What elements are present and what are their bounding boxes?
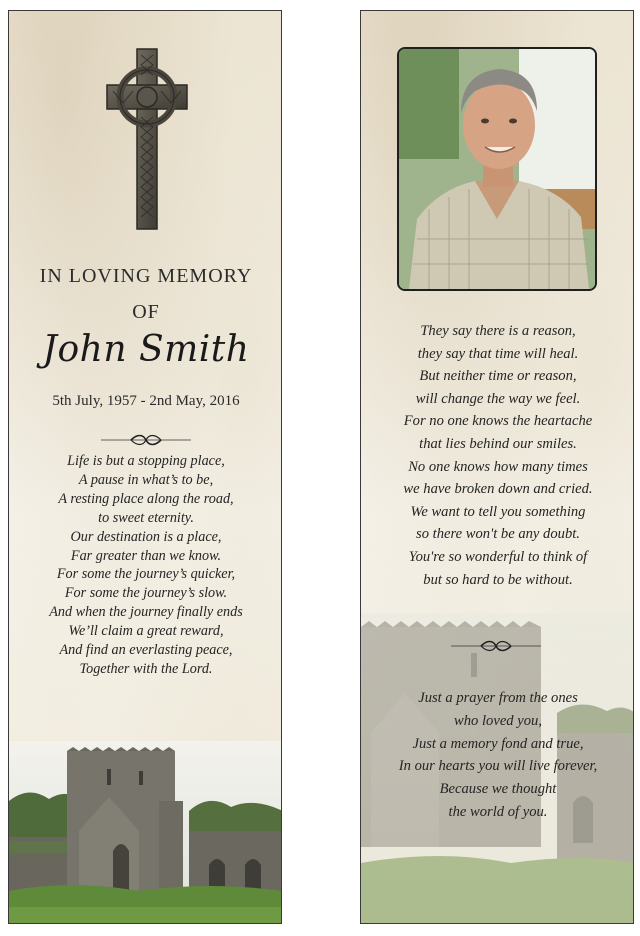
poem-line: A resting place along the road,	[58, 490, 234, 507]
memory-heading-of: OF	[132, 301, 160, 323]
prayer-line: who loved you,	[454, 712, 542, 729]
poem-line: We’ll claim a great reward,	[68, 623, 224, 640]
bookmark-right	[360, 10, 634, 924]
poem-line: but so hard to be without.	[423, 571, 573, 588]
deceased-name: John Smith	[42, 329, 250, 370]
memory-heading: IN LOVING MEMORY	[39, 265, 253, 287]
prayer-verse	[361, 687, 634, 824]
deceased-photo	[397, 47, 597, 291]
poem-line: Far greater than we know.	[70, 547, 222, 564]
life-dates: 5th July, 1957 - 2nd May, 2016	[52, 393, 240, 409]
poem-line: And find an everlasting peace,	[59, 642, 233, 659]
poem-right	[361, 320, 634, 591]
poem-line: They say there is a reason,	[420, 323, 576, 339]
prayer-line: the world of you.	[448, 803, 548, 820]
poem-line: But neither time or reason,	[419, 368, 577, 385]
poem-line: For some the journey’s slow.	[64, 585, 228, 602]
poem-line: to sweet eternity.	[98, 509, 194, 526]
poem-line: For some the journey’s quicker,	[56, 566, 236, 583]
prayer-line: Just a prayer from the ones	[418, 690, 578, 706]
poem-line: that lies behind our smiles.	[419, 435, 577, 452]
poem-line: You're so wonderful to think of	[408, 548, 588, 565]
poem-line: they say that time will heal.	[417, 345, 579, 362]
poem-line: Life is but a stopping place,	[67, 453, 225, 469]
poem-line: No one knows how many times	[408, 458, 588, 475]
prayer-line: In our hearts you will live forever,	[398, 758, 598, 775]
poem-line: We want to tell you something	[410, 503, 586, 520]
ornament-divider-icon	[451, 640, 541, 652]
poem-line: For no one knows the heartache	[403, 413, 593, 430]
poem-line: A pause in what’s to be,	[78, 471, 214, 488]
poem-line: Our destination is a place,	[70, 528, 222, 545]
prayer-line: Just a memory fond and true,	[412, 735, 584, 752]
poem-left	[9, 452, 282, 679]
ornament-divider-icon	[101, 434, 191, 446]
poem-line: so there won't be any doubt.	[416, 526, 580, 543]
castle-ruins-image	[9, 741, 282, 923]
portrait-image	[399, 49, 595, 289]
prayer-line: Because we thought	[439, 781, 557, 798]
poem-line: will change the way we feel.	[415, 390, 581, 407]
bookmark-left	[8, 10, 282, 924]
poem-line: And when the journey finally ends	[49, 604, 243, 621]
poem-line: Together with the Lord.	[79, 660, 213, 677]
celtic-cross-icon	[105, 47, 189, 231]
poem-line: we have broken down and cried.	[403, 481, 593, 498]
